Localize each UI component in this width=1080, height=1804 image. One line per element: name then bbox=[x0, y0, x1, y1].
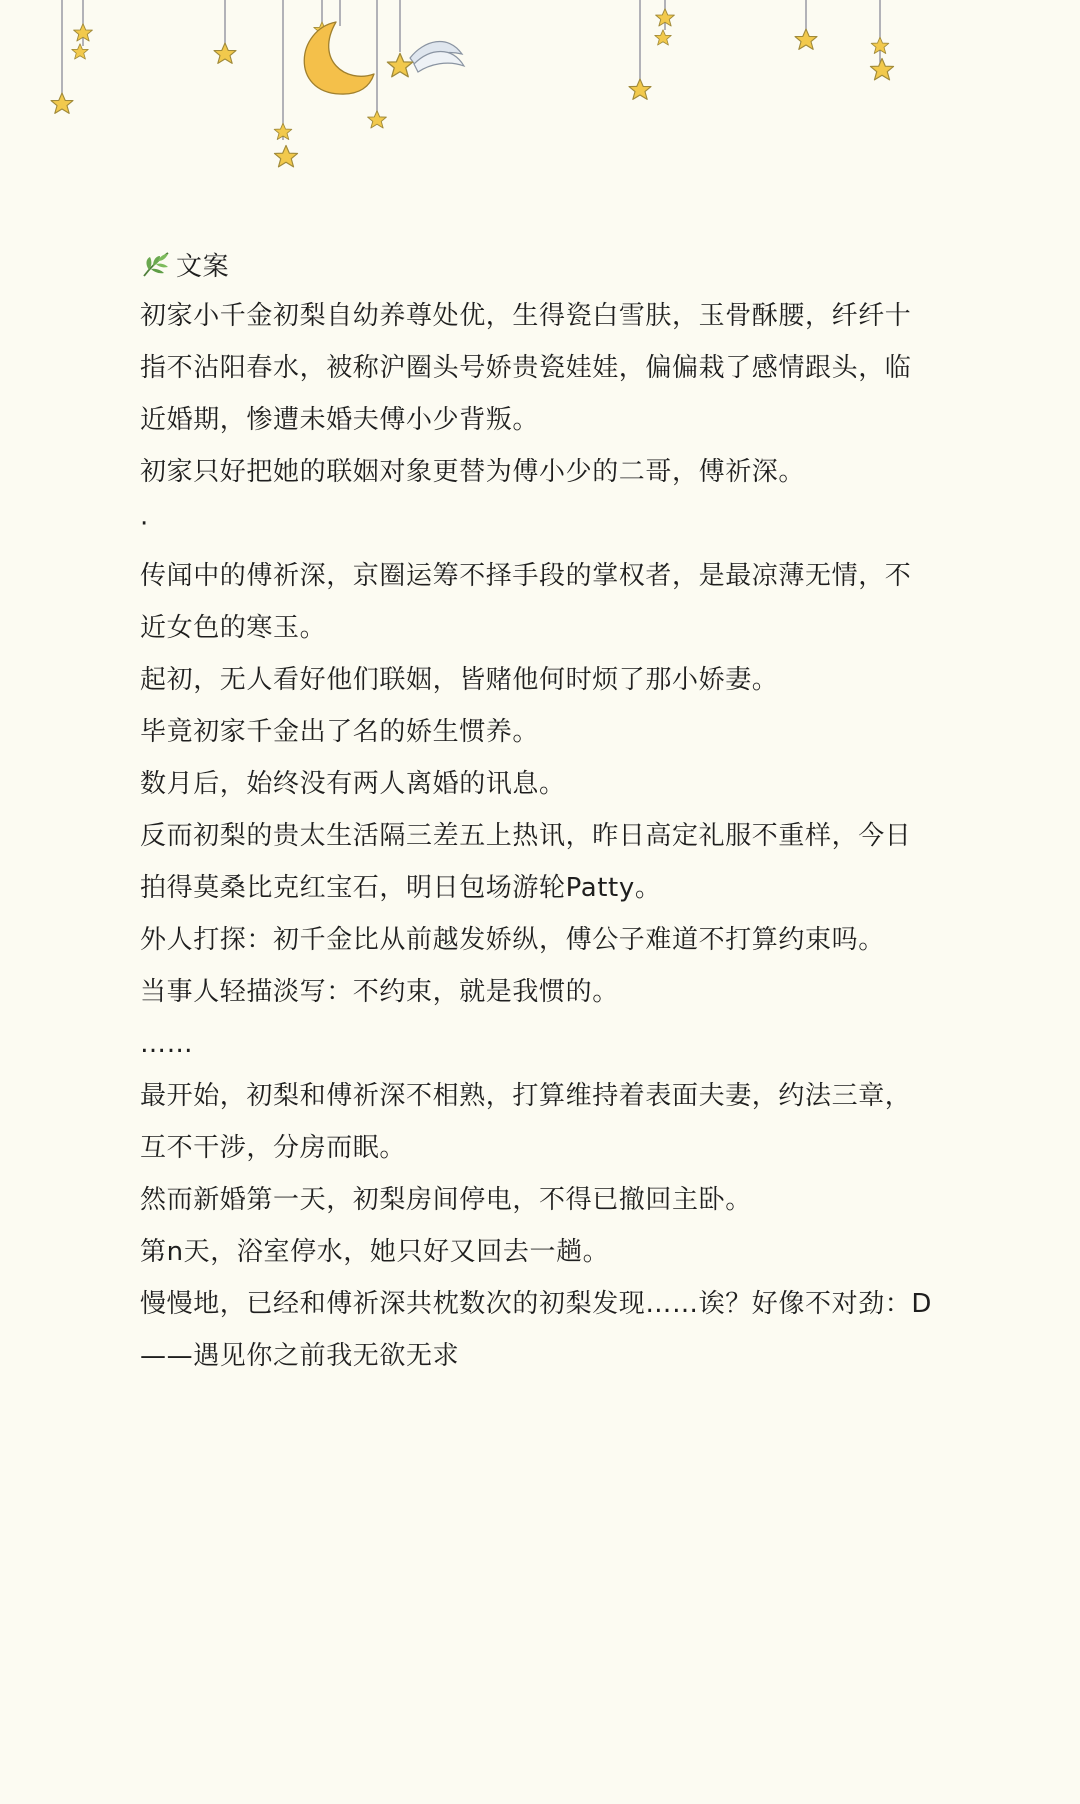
text-line: 近婚期，惨遭未婚夫傅小少背叛。 bbox=[140, 405, 540, 435]
text-line: 起初，无人看好他们联姻，皆赌他何时烦了那小娇妻。 bbox=[140, 665, 779, 695]
synopsis-content bbox=[140, 238, 960, 1382]
star-icon bbox=[214, 43, 236, 63]
star-icon bbox=[655, 30, 672, 45]
text-line: 外人打探：初千金比从前越发娇纵，傅公子难道不打算约束吗。 bbox=[140, 925, 885, 955]
moon-icon bbox=[304, 0, 374, 94]
text-line: 指不沾阳春水，被称沪圈头号娇贵瓷娃娃，偏偏栽了感情跟头，临 bbox=[140, 353, 912, 383]
star-icon bbox=[274, 145, 297, 166]
text-line: ——遇见你之前我无欲无求 bbox=[140, 1341, 460, 1371]
text-line: 拍得莫桑比克红宝石，明日包场游轮Patty。 bbox=[140, 873, 662, 903]
text-line: 最开始，初梨和傅祈深不相熟，打算维持着表面夫妻，约法三章， bbox=[140, 1081, 912, 1111]
text-line: 第n天，浴室停水，她只好又回去一趟。 bbox=[140, 1237, 610, 1267]
text-line: 初家小千金初梨自幼养尊处优，生得瓷白雪肤，玉骨酥腰，纤纤十 bbox=[140, 301, 912, 331]
star-icon bbox=[629, 79, 651, 99]
shooting-star-icon bbox=[387, 0, 464, 77]
text-line: 初家只好把她的联姻对象更替为傅小少的二哥，傅祈深。 bbox=[140, 457, 806, 487]
synopsis-heading-label: 文案 bbox=[176, 251, 230, 282]
text-line: 反而初梨的贵太生活隔三差五上热讯，昨日高定礼服不重样，今日 bbox=[140, 821, 912, 851]
text-line: 毕竟初家千金出了名的娇生惯养。 bbox=[140, 717, 540, 747]
synopsis-heading bbox=[140, 238, 960, 290]
text-line: 互不干涉，分房而眠。 bbox=[140, 1133, 407, 1163]
star-icon bbox=[72, 44, 89, 59]
text-line: 然而新婚第一天，初梨房间停电，不得已撤回主卧。 bbox=[140, 1185, 752, 1215]
text-line: 数月后，始终没有两人离婚的讯息。 bbox=[140, 769, 566, 799]
text-line: 近女色的寒玉。 bbox=[140, 613, 327, 643]
text-line: 慢慢地，已经和傅祈深共枕数次的初梨发现……诶？好像不对劲：D bbox=[140, 1289, 933, 1319]
star-icon bbox=[368, 111, 387, 128]
text-line: …… bbox=[140, 1029, 194, 1059]
star-icon bbox=[51, 93, 73, 113]
text-line: 传闻中的傅祈深，京圈运筹不择手段的掌权者，是最凉薄无情，不 bbox=[140, 561, 912, 591]
text-line: · bbox=[140, 509, 149, 539]
text-line: 当事人轻描淡写：不约束，就是我惯的。 bbox=[140, 977, 619, 1007]
star-icon bbox=[795, 29, 817, 49]
star-icon bbox=[870, 58, 893, 79]
hanging-stars-moon-decoration bbox=[0, 0, 1080, 190]
leaf-icon bbox=[140, 248, 172, 280]
